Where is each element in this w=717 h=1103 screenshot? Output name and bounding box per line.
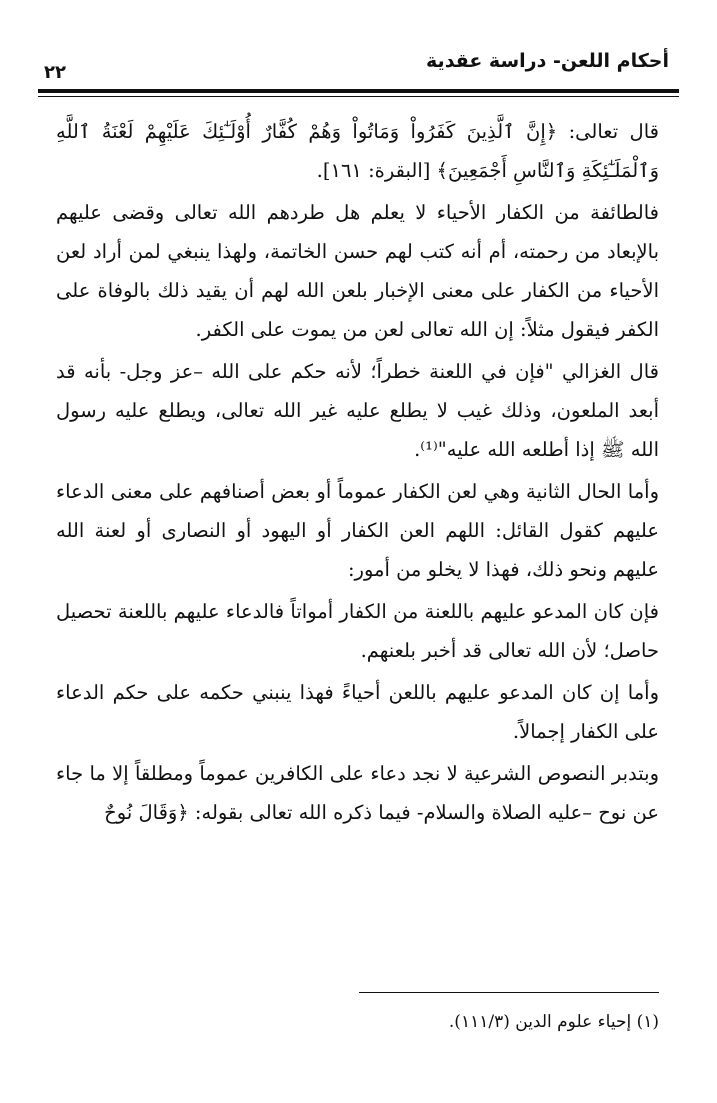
footnote-separator [359, 992, 659, 993]
header-rule-thin [38, 96, 679, 97]
paragraph-1: قال تعالى: ﴿إِنَّ ٱلَّذِينَ كَفَرُواْ وَمَاتُواْ وَهُمْ كُفَّارٌ أُوْلَـٰٓئِكَ عَلَيْهِمْ لَعْنَةُ ٱللَّهِ وَٱلْمَلَـٰٓئِكَةِ وَٱلنَّاسِ أَجْمَعِينَ﴾ [البقرة: ١٦١]. [56, 120, 659, 182]
paragraph-3: قال الغزالي "فإن في اللعنة خطراً؛ لأنه حكم على الله –عز وجل- بأنه قد أبعد الملعون، وذلك غيب لا يطلع عليه غير الله تعالى، ويطلع عليه رسول الله ﷺ إذا أطلعه الله عليه"⁽¹⁾. [56, 360, 659, 461]
main-text [56, 112, 659, 835]
paragraph-5: فإن كان المدعو عليهم باللعنة من الكفار أمواتاً فالدعاء عليهم باللعنة تحصيل حاصل؛ لأن الله تعالى قد أخبر بلعنهم. [56, 600, 659, 662]
footnote-1: (١) إحياء علوم الدين (١١١/٣). [448, 1012, 659, 1032]
paragraph-4: وأما الحال الثانية وهي لعن الكفار عموماً أو بعض أصنافهم على معنى الدعاء عليهم كقول القائل: اللهم العن الكفار أو اليهود أو النصارى أو لعنة الله عليهم ونحو ذلك، فهذا لا يخلو من أمور: [56, 480, 659, 581]
page-header [38, 40, 679, 88]
page-number: ٢٢ [44, 62, 66, 83]
paragraph-2: فالطائفة من الكفار الأحياء لا يعلم هل طردهم الله تعالى وقضى عليهم بالإبعاد من رحمته، أم أنه كتب لهم حسن الخاتمة، ولهذا ينبغي لمن أراد لعن الأحياء من الكفار على معنى الإخبار بلعن الله لهم أن يقيد ذلك بالوفاة على الكفر فيقول مثلاً: إن الله تعالى لعن من يموت على الكفر. [56, 201, 659, 341]
header-rule-thick [38, 89, 679, 93]
running-title: أحكام اللعن- دراسة عقدية [426, 50, 669, 72]
paragraph-6: وأما إن كان المدعو عليهم باللعن أحياءً فهذا ينبني حكمه على حكم الدعاء على الكفار إجمالاً. [56, 681, 659, 743]
paragraph-7: وبتدبر النصوص الشرعية لا نجد دعاء على الكافرين عموماً ومطلقاً إلا ما جاء عن نوح –عليه الصلاة والسلام- فيما ذكره الله تعالى بقوله: ﴿وَقَالَ نُوحٌ [56, 762, 659, 824]
